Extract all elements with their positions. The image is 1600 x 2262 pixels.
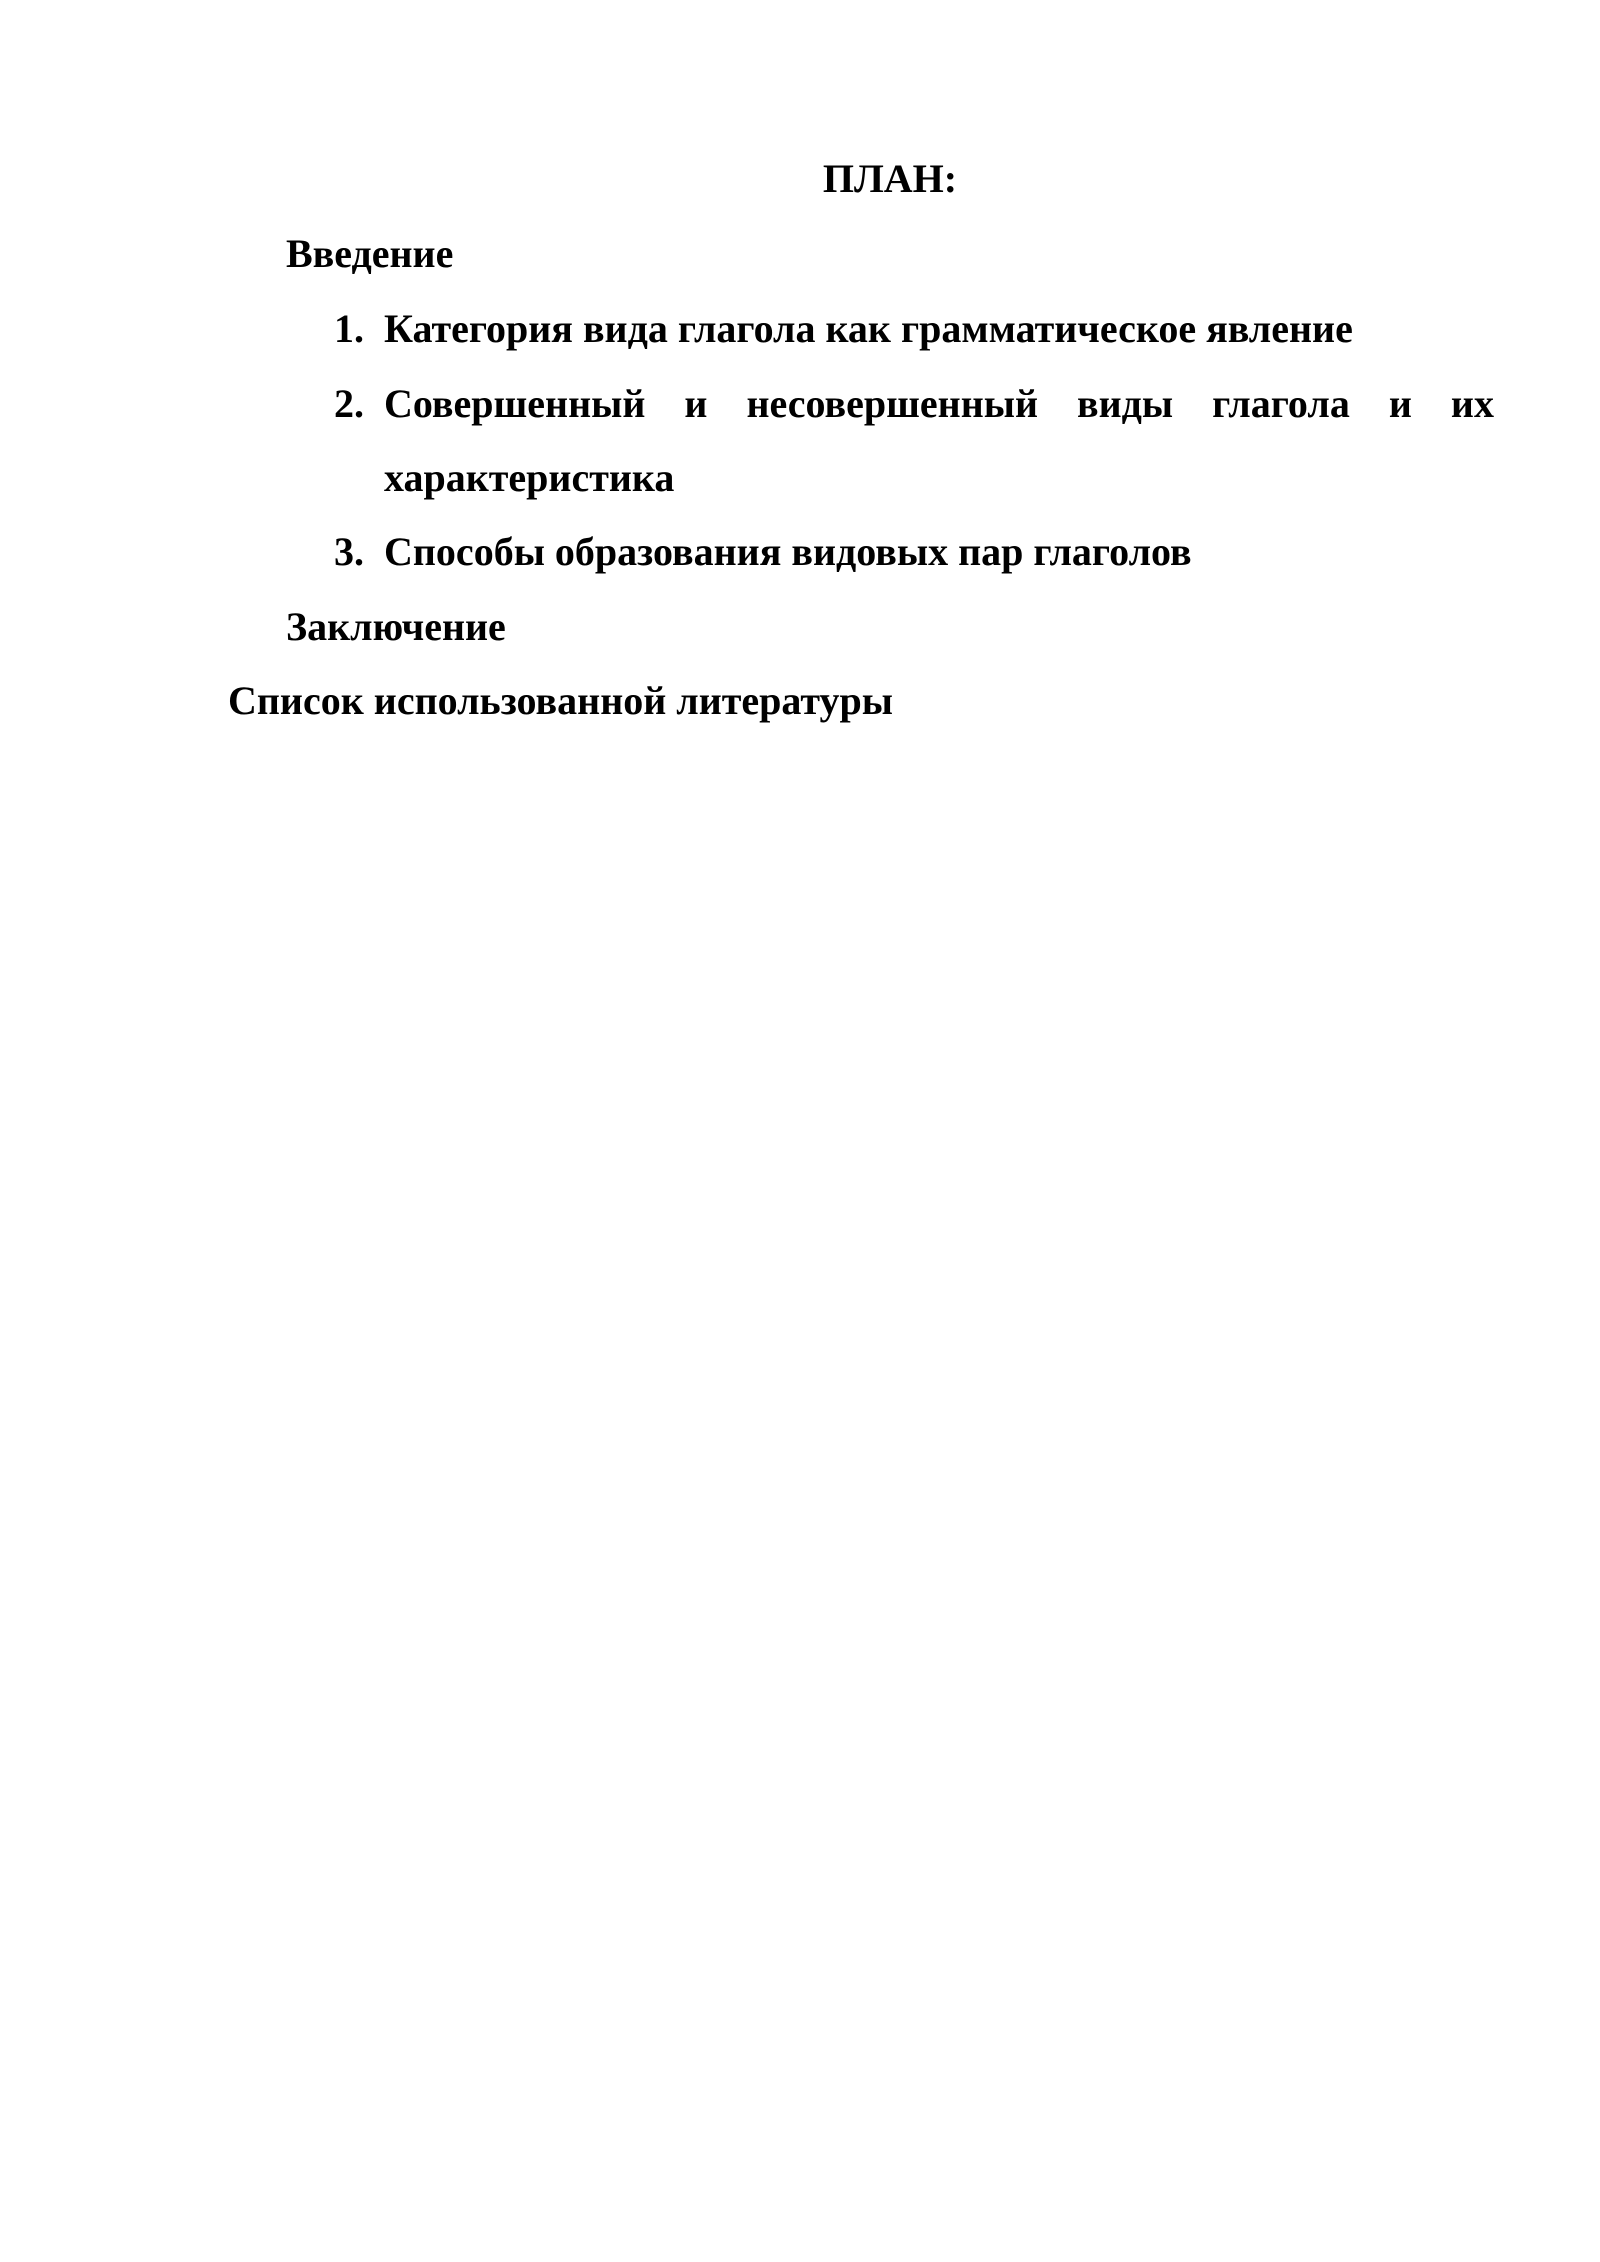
introduction-heading: Введение	[286, 231, 454, 276]
references-heading: Список использованной литературы	[228, 678, 893, 723]
list-item-continuation: характеристика	[384, 455, 675, 500]
plan-title: ПЛАН:	[822, 156, 958, 201]
word: и	[684, 381, 708, 426]
word: и	[1388, 381, 1412, 426]
list-item-number: 2.	[334, 381, 364, 426]
list-item-number: 3.	[334, 529, 364, 574]
list-item-text-justified	[384, 380, 1494, 428]
list-item-number: 1.	[334, 306, 364, 351]
word: Совершенный	[384, 381, 646, 426]
word: их	[1450, 381, 1494, 426]
word: несовершенный	[746, 381, 1039, 426]
list-item-text: Способы образования видовых пар глаголов	[384, 529, 1192, 574]
word: глагола	[1212, 381, 1350, 426]
word: виды	[1077, 381, 1174, 426]
list-item-text: Категория вида глагола как грамматическое явление	[384, 306, 1353, 351]
conclusion-heading: Заключение	[286, 604, 506, 649]
